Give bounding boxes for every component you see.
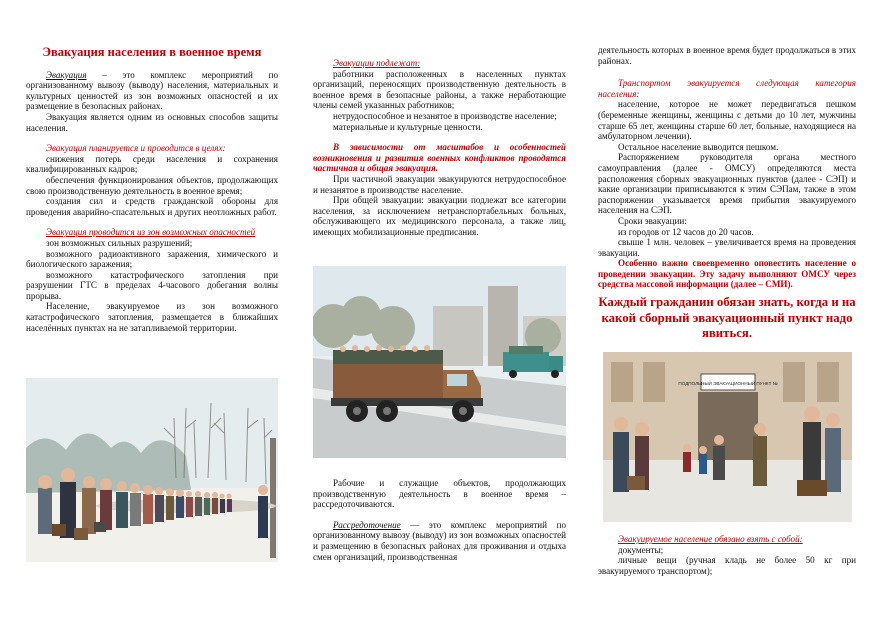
zone-item: возможного радиоактивного заражения, химического и биологического заражения; <box>26 248 278 270</box>
subject-item: работники расположенных в населенных пунктах организаций, переносящих производственную деятельность в военное время в безопасные районы, а также неработающие члены семей указанных работников; <box>313 68 566 111</box>
leaflet-title: Эвакуация населения в военное время <box>42 45 262 59</box>
column-1 <box>26 0 278 333</box>
dispersal-continuation: деятельность которых в военное время будет продолжаться в этих районах. <box>598 45 856 66</box>
evacuation-definition: Эвакуация – это комплекс мероприятий по организованному вывозу (выводу) населения, материальных и культурных ценностей из зон возможных опасностей и их размещение в безопасных районах. <box>26 69 278 112</box>
every-citizen-notice: Каждый гражданин обязан знать, когда и на какой сборный эвакуационный пункт надо явиться. <box>598 295 856 341</box>
notify-text: Особенно важно своевременно оповестить население о проведении эвакуации. Эту задачу выполняют ОМСУ через средства массовой информации (далее – СМИ). <box>598 258 856 290</box>
zone-item: зон возможных сильных разрушений; <box>46 237 193 248</box>
general-evacuation-text: При общей эвакуации: эвакуации подлежат все категории населения, за исключением нетранспортабельных больных, обслуживающего их медицинского персонала, а также лиц, имеющих мобилизационные предписания. <box>313 195 566 237</box>
trucks-evacuation-illustration <box>313 266 566 458</box>
walk-text: Остальное население выводится пешком. <box>618 141 779 152</box>
subject-item: материальные и культурные ценности. <box>333 121 483 132</box>
subject-item: нетрудоспособное и незанятое в производстве население; <box>333 110 557 121</box>
goal-item: обеспечения функционирования объектов, продолжающих свою производственную деятельность в военное время; <box>26 174 278 196</box>
goal-item: создания сил и средств гражданской обороны для проведения аварийно-спасательных и других неотложных работ. <box>26 196 278 217</box>
zone-item: Население, эвакуируемое из зон возможного катастрофического затопления, размещается в ближайших населённых пунктах на не затапливаемой территории. <box>26 301 278 333</box>
take-heading: Эвакуируемое население обязано взять с собой: <box>618 534 803 544</box>
goals-heading: Эвакуация планируется и проводится в целях: <box>46 143 226 154</box>
svg-text:ПОДПОЛЬНЫЙ ЭВАКУАЦИОННЫЙ ПУНКТ: ПОДПОЛЬНЫЙ ЭВАКУАЦИОННЫЙ ПУНКТ № <box>678 381 778 386</box>
partial-evacuation-text: При частичной эвакуации эвакуируются нетрудоспособное и незанятое в производстве население. <box>313 173 566 195</box>
subjects-heading: Эвакуации подлежат: <box>333 58 421 68</box>
take-item: личные вещи (ручная кладь не более 50 кг при эвакуируемого транспортом); <box>598 555 856 576</box>
terms-label: Сроки эвакуации: <box>618 215 687 226</box>
term-item: из городов от 12 часов до 20 часов. <box>618 226 754 237</box>
column-2-lower <box>313 478 566 562</box>
column-3-lower <box>598 534 856 576</box>
column-3 <box>598 0 856 342</box>
term-item: свыше 1 млн. человек – увеличивается время на проведения эвакуации. <box>598 237 856 258</box>
collection-point-illustration <box>603 352 852 522</box>
walking-evacuees-illustration <box>26 378 278 562</box>
goal-item: снижения потерь среди населения и сохранения квалифицированных кадров; <box>26 153 278 175</box>
take-item: документы; <box>618 544 664 555</box>
transport-category-text: население, которое не может передвигаться пешком (беременные женщины, женщины с детьми до 10 лет, мужчины старше 65 лет, женщины старше 60 лет, больные, находящиеся на амбулаторном лечении). <box>598 99 856 142</box>
evacuation-main-method: Эвакуация является одним из основных способов защиты населения. <box>26 111 278 133</box>
workers-dispersal-text: Рабочие и служащие объектов, продолжающих производственную деятельность в военное время – рассредоточиваются. <box>313 478 566 510</box>
zones-heading: Эвакуация проводится из зон возможных опасностей <box>46 227 256 238</box>
zone-item: возможного катастрофического затопления при разрушении ГТС в пределах 4-часового добегания волны прорыва. <box>26 269 278 301</box>
evacuation-scale-heading: В зависимости от масштабов и особенностей возникновения и развития военных конфликтов проводятся частичная и общая эвакуация. <box>313 142 566 174</box>
column-2 <box>313 0 566 238</box>
collection-points-order: Распоряжением руководителя органа местного самоуправления (далее - ОМСУ) определяются места расположения сборных эвакуационных пунктов (далее - СЭП) и какие организации приписываются к этим СЭПам, также в этом распоряжении указывается время прибытия эвакуируемого населения на СЭП. <box>598 152 856 216</box>
transport-heading: Транспортом эвакуируется следующая категория населения: <box>598 78 856 99</box>
dispersal-definition: Рассредоточение — это комплекс мероприятий по организованному вывозу (выводу) из зон возможных опасностей и размещению в безопасных районах для проживания и отдыха смен организаций, производственная <box>313 519 566 562</box>
